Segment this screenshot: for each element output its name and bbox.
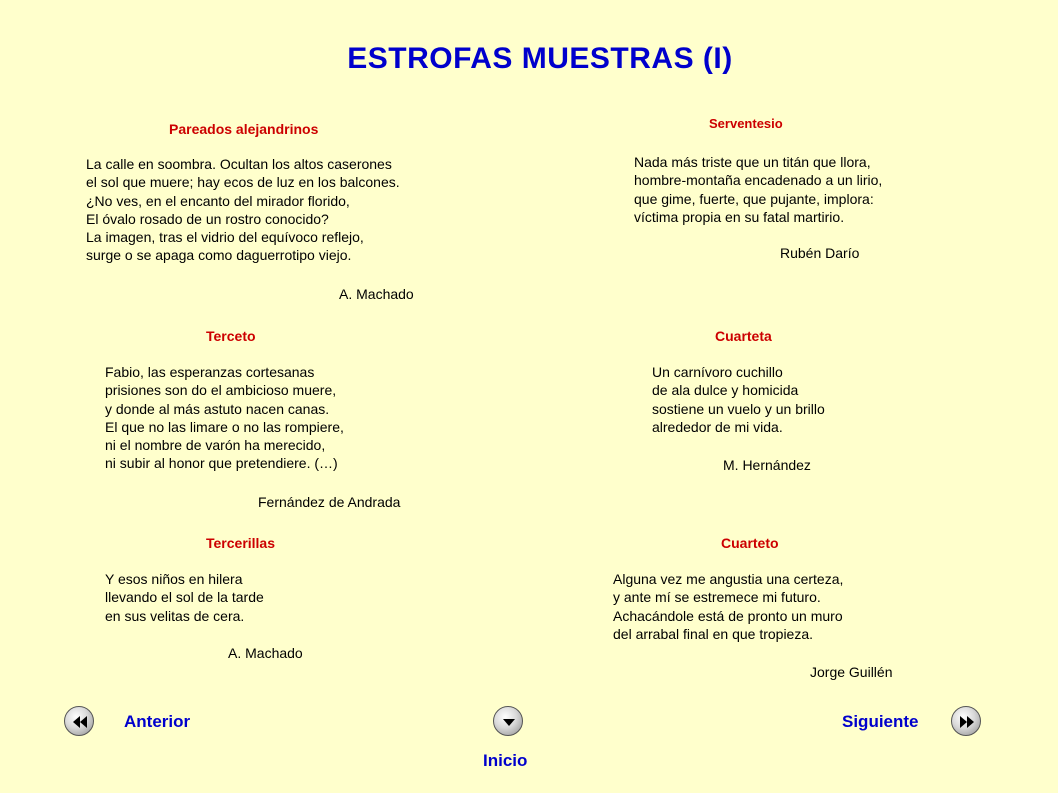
serventesio-heading: Serventesio: [709, 116, 783, 131]
verse-line: El óvalo rosado de un rostro conocido?: [86, 210, 329, 227]
terceto-stanza: [105, 363, 344, 473]
pareados-heading: Pareados alejandrinos: [169, 121, 319, 137]
serventesio-author: Rubén Darío: [780, 245, 860, 261]
verse-line: ni el nombre de varón ha merecido,: [105, 437, 326, 454]
verse-line: víctima propia en su fatal martirio.: [634, 208, 845, 225]
verse-line: hombre-montaña encadenado a un lirio,: [634, 172, 883, 189]
verse-line: Achacándole está de pronto un muro: [613, 607, 843, 624]
verse-line: ¿No ves, en el encanto del mirador florido,: [86, 192, 350, 209]
verse-line: del arrabal final en que tropieza.: [613, 625, 814, 642]
verse-line: llevando el sol de la tarde: [105, 589, 264, 606]
serventesio-stanza: [634, 153, 882, 226]
cuarteta-author: M. Hernández: [723, 457, 811, 473]
verse-line: surge o se apaga como daguerrotipo viejo.: [86, 247, 352, 264]
pareados-author: A. Machado: [339, 286, 414, 302]
tercerillas-author: A. Machado: [228, 645, 303, 661]
verse-line: que gime, fuerte, que pujante, implora:: [634, 190, 874, 207]
page-title: ESTROFAS MUESTRAS (I): [347, 42, 733, 75]
verse-line: Alguna vez me angustia una certeza,: [613, 571, 844, 587]
verse-line: prisiones son do el ambicioso muere,: [105, 382, 337, 399]
fast-forward-icon[interactable]: [951, 706, 981, 736]
cuarteta-heading: Cuarteta: [715, 328, 772, 344]
verse-line: Y esos niños en hilera: [105, 571, 243, 587]
verse-line: el sol que muere; hay ecos de luz en los balcones.: [86, 174, 400, 191]
cuarteto-author: Jorge Guillén: [810, 664, 893, 680]
home-link[interactable]: Inicio: [483, 751, 528, 770]
verse-line: de ala dulce y homicida: [652, 382, 799, 399]
verse-line: El que no las limare o no las rompiere,: [105, 418, 344, 435]
next-link[interactable]: Siguiente: [842, 712, 919, 731]
verse-line: y donde al más astuto nacen canas.: [105, 400, 330, 417]
terceto-author: Fernández de Andrada: [258, 494, 401, 510]
terceto-heading: Terceto: [206, 328, 256, 344]
chevron-down-icon[interactable]: [493, 706, 523, 736]
verse-line: Nada más triste que un titán que llora,: [634, 154, 871, 170]
cuarteto-stanza: [613, 570, 843, 643]
verse-line: en sus velitas de cera.: [105, 607, 245, 624]
pareados-stanza: [86, 155, 400, 265]
verse-line: Fabio, las esperanzas cortesanas: [105, 364, 315, 380]
verse-line: sostiene un vuelo y un brillo: [652, 400, 825, 417]
cuarteta-stanza: [652, 363, 825, 436]
verse-line: Un carnívoro cuchillo: [652, 364, 783, 380]
previous-link[interactable]: Anterior: [124, 712, 191, 731]
verse-line: La calle en soombra. Ocultan los altos caserones: [86, 156, 392, 172]
rewind-icon[interactable]: [64, 706, 94, 736]
verse-line: ni subir al honor que pretendiere. (…): [105, 455, 338, 472]
tercerillas-stanza: [105, 570, 264, 625]
verse-line: La imagen, tras el vidrio del equívoco reflejo,: [86, 229, 364, 246]
verse-line: alrededor de mi vida.: [652, 418, 783, 435]
verse-line: y ante mí se estremece mi futuro.: [613, 589, 821, 606]
cuarteto-heading: Cuarteto: [721, 535, 779, 551]
tercerillas-heading: Tercerillas: [206, 535, 276, 551]
